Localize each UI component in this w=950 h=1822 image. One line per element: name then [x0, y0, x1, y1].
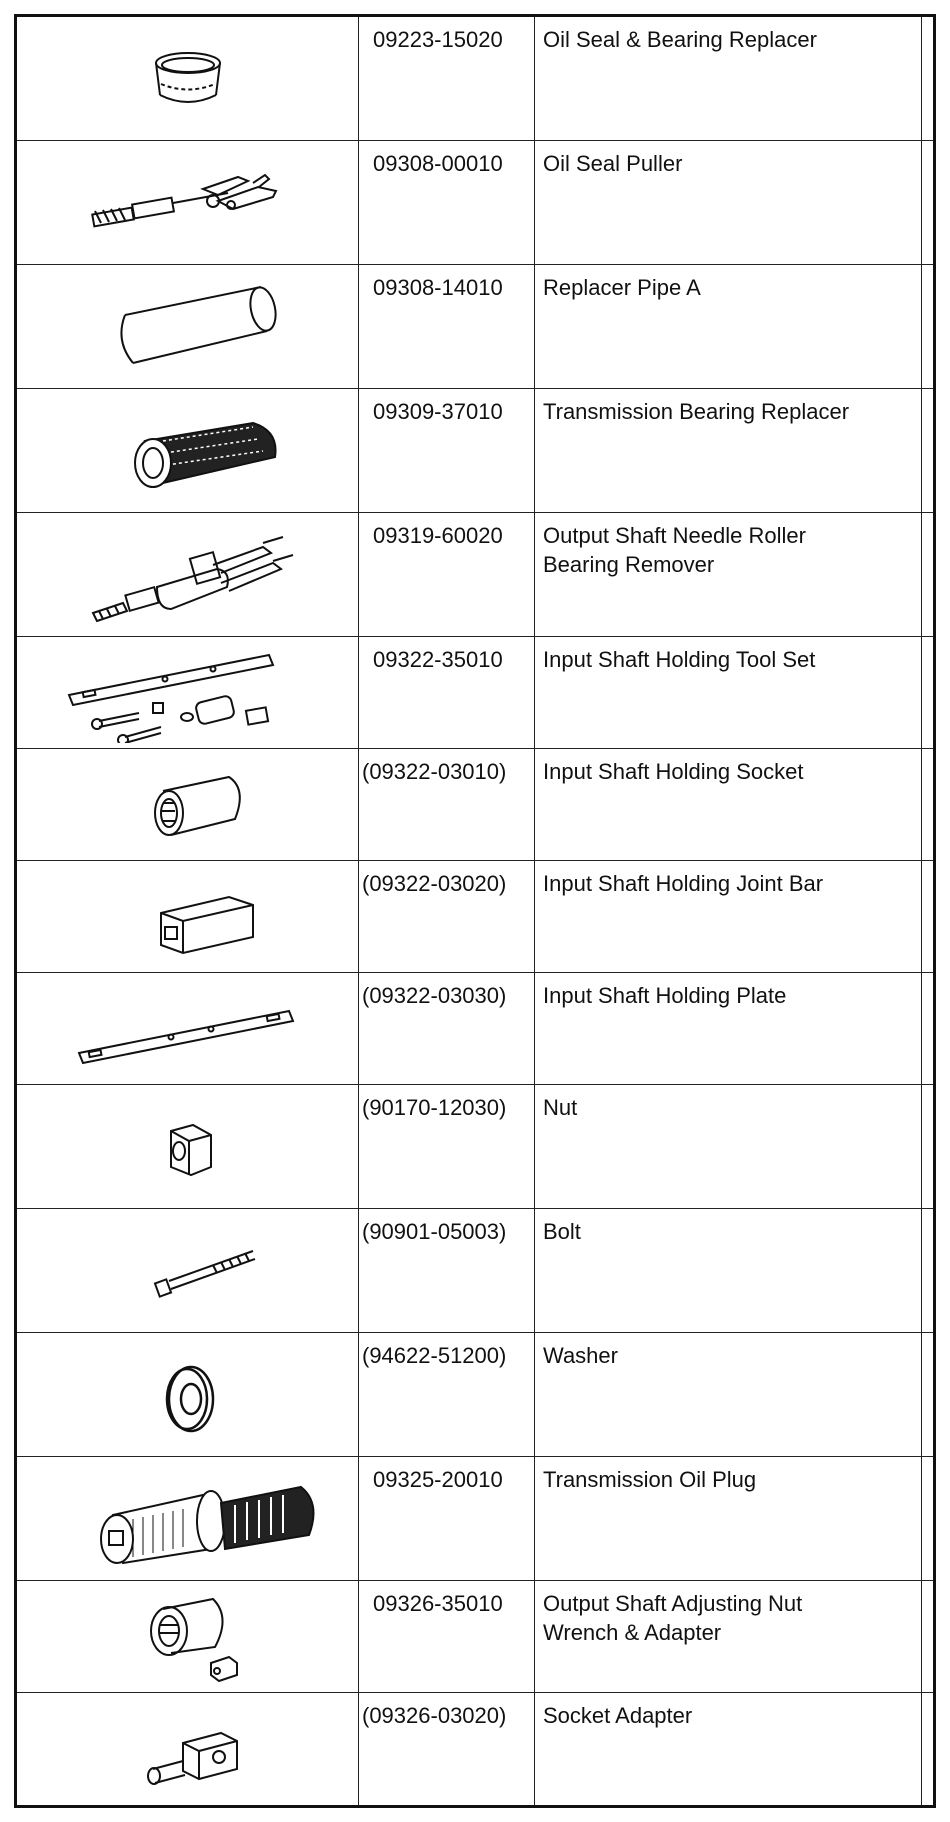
spare-column	[922, 861, 933, 972]
table-row	[17, 1085, 933, 1209]
tool-name: Oil Seal Puller	[535, 141, 922, 264]
tool-name: Input Shaft Holding Plate	[535, 973, 922, 1084]
holding-tool-set-icon	[17, 637, 359, 748]
spare-column	[922, 265, 933, 388]
part-number: 09308-14010	[359, 265, 535, 388]
part-number: 09326-35010	[359, 1581, 535, 1692]
part-number: (09322-03030)	[359, 973, 535, 1084]
part-number: (94622-51200)	[359, 1333, 535, 1456]
part-number: 09319-60020	[359, 513, 535, 636]
part-number: (09322-03020)	[359, 861, 535, 972]
table-row	[17, 749, 933, 861]
table-row	[17, 513, 933, 637]
table-row	[17, 1457, 933, 1581]
special-tools-table	[14, 14, 936, 1808]
tool-name: Input Shaft Holding Tool Set	[535, 637, 922, 748]
oil-seal-puller-icon	[17, 141, 359, 264]
holding-plate-icon	[17, 973, 359, 1084]
table-row	[17, 1209, 933, 1333]
spare-column	[922, 513, 933, 636]
table-row	[17, 265, 933, 389]
part-number: 09325-20010	[359, 1457, 535, 1580]
tool-name: Washer	[535, 1333, 922, 1456]
part-number: (90170-12030)	[359, 1085, 535, 1208]
spare-column	[922, 1693, 933, 1805]
spare-column	[922, 141, 933, 264]
table-row	[17, 973, 933, 1085]
spare-column	[922, 389, 933, 512]
replacer-pipe-icon	[17, 265, 359, 388]
tool-name: Transmission Oil Plug	[535, 1457, 922, 1580]
part-number: 09223-15020	[359, 17, 535, 140]
spare-column	[922, 1457, 933, 1580]
table-row	[17, 1693, 933, 1805]
spare-column	[922, 1333, 933, 1456]
spare-column	[922, 1209, 933, 1332]
part-number: 09308-00010	[359, 141, 535, 264]
tool-name: Input Shaft Holding Joint Bar	[535, 861, 922, 972]
spare-column	[922, 637, 933, 748]
spare-column	[922, 749, 933, 860]
tool-name: Nut	[535, 1085, 922, 1208]
table-row	[17, 17, 933, 141]
table-row	[17, 861, 933, 973]
tool-name: Output Shaft Adjusting Nut Wrench & Adapter	[535, 1581, 922, 1692]
spare-column	[922, 1581, 933, 1692]
tool-name: Bolt	[535, 1209, 922, 1332]
bolt-icon	[17, 1209, 359, 1332]
bearing-replacer-icon	[17, 389, 359, 512]
oil-plug-icon	[17, 1457, 359, 1580]
nut-icon	[17, 1085, 359, 1208]
part-number: 09322-35010	[359, 637, 535, 748]
nut-wrench-icon	[17, 1581, 359, 1692]
tool-name: Oil Seal & Bearing Replacer	[535, 17, 922, 140]
spare-column	[922, 1085, 933, 1208]
table-row	[17, 1333, 933, 1457]
table-row	[17, 637, 933, 749]
spare-column	[922, 973, 933, 1084]
part-number: 09309-37010	[359, 389, 535, 512]
joint-bar-icon	[17, 861, 359, 972]
part-number: (09322-03010)	[359, 749, 535, 860]
spare-column	[922, 17, 933, 140]
table-row	[17, 389, 933, 513]
washer-icon	[17, 1333, 359, 1456]
part-number: (09326-03020)	[359, 1693, 535, 1805]
tool-name: Transmission Bearing Replacer	[535, 389, 922, 512]
socket-adapter-icon	[17, 1693, 359, 1805]
holding-socket-icon	[17, 749, 359, 860]
tool-name: Input Shaft Holding Socket	[535, 749, 922, 860]
part-number: (90901-05003)	[359, 1209, 535, 1332]
tool-name: Output Shaft Needle Roller Bearing Remover	[535, 513, 922, 636]
bearing-remover-icon	[17, 513, 359, 636]
tool-name: Socket Adapter	[535, 1693, 922, 1805]
table-row	[17, 1581, 933, 1693]
tool-name: Replacer Pipe A	[535, 265, 922, 388]
table-row	[17, 141, 933, 265]
oil-seal-replacer-icon	[17, 17, 359, 140]
